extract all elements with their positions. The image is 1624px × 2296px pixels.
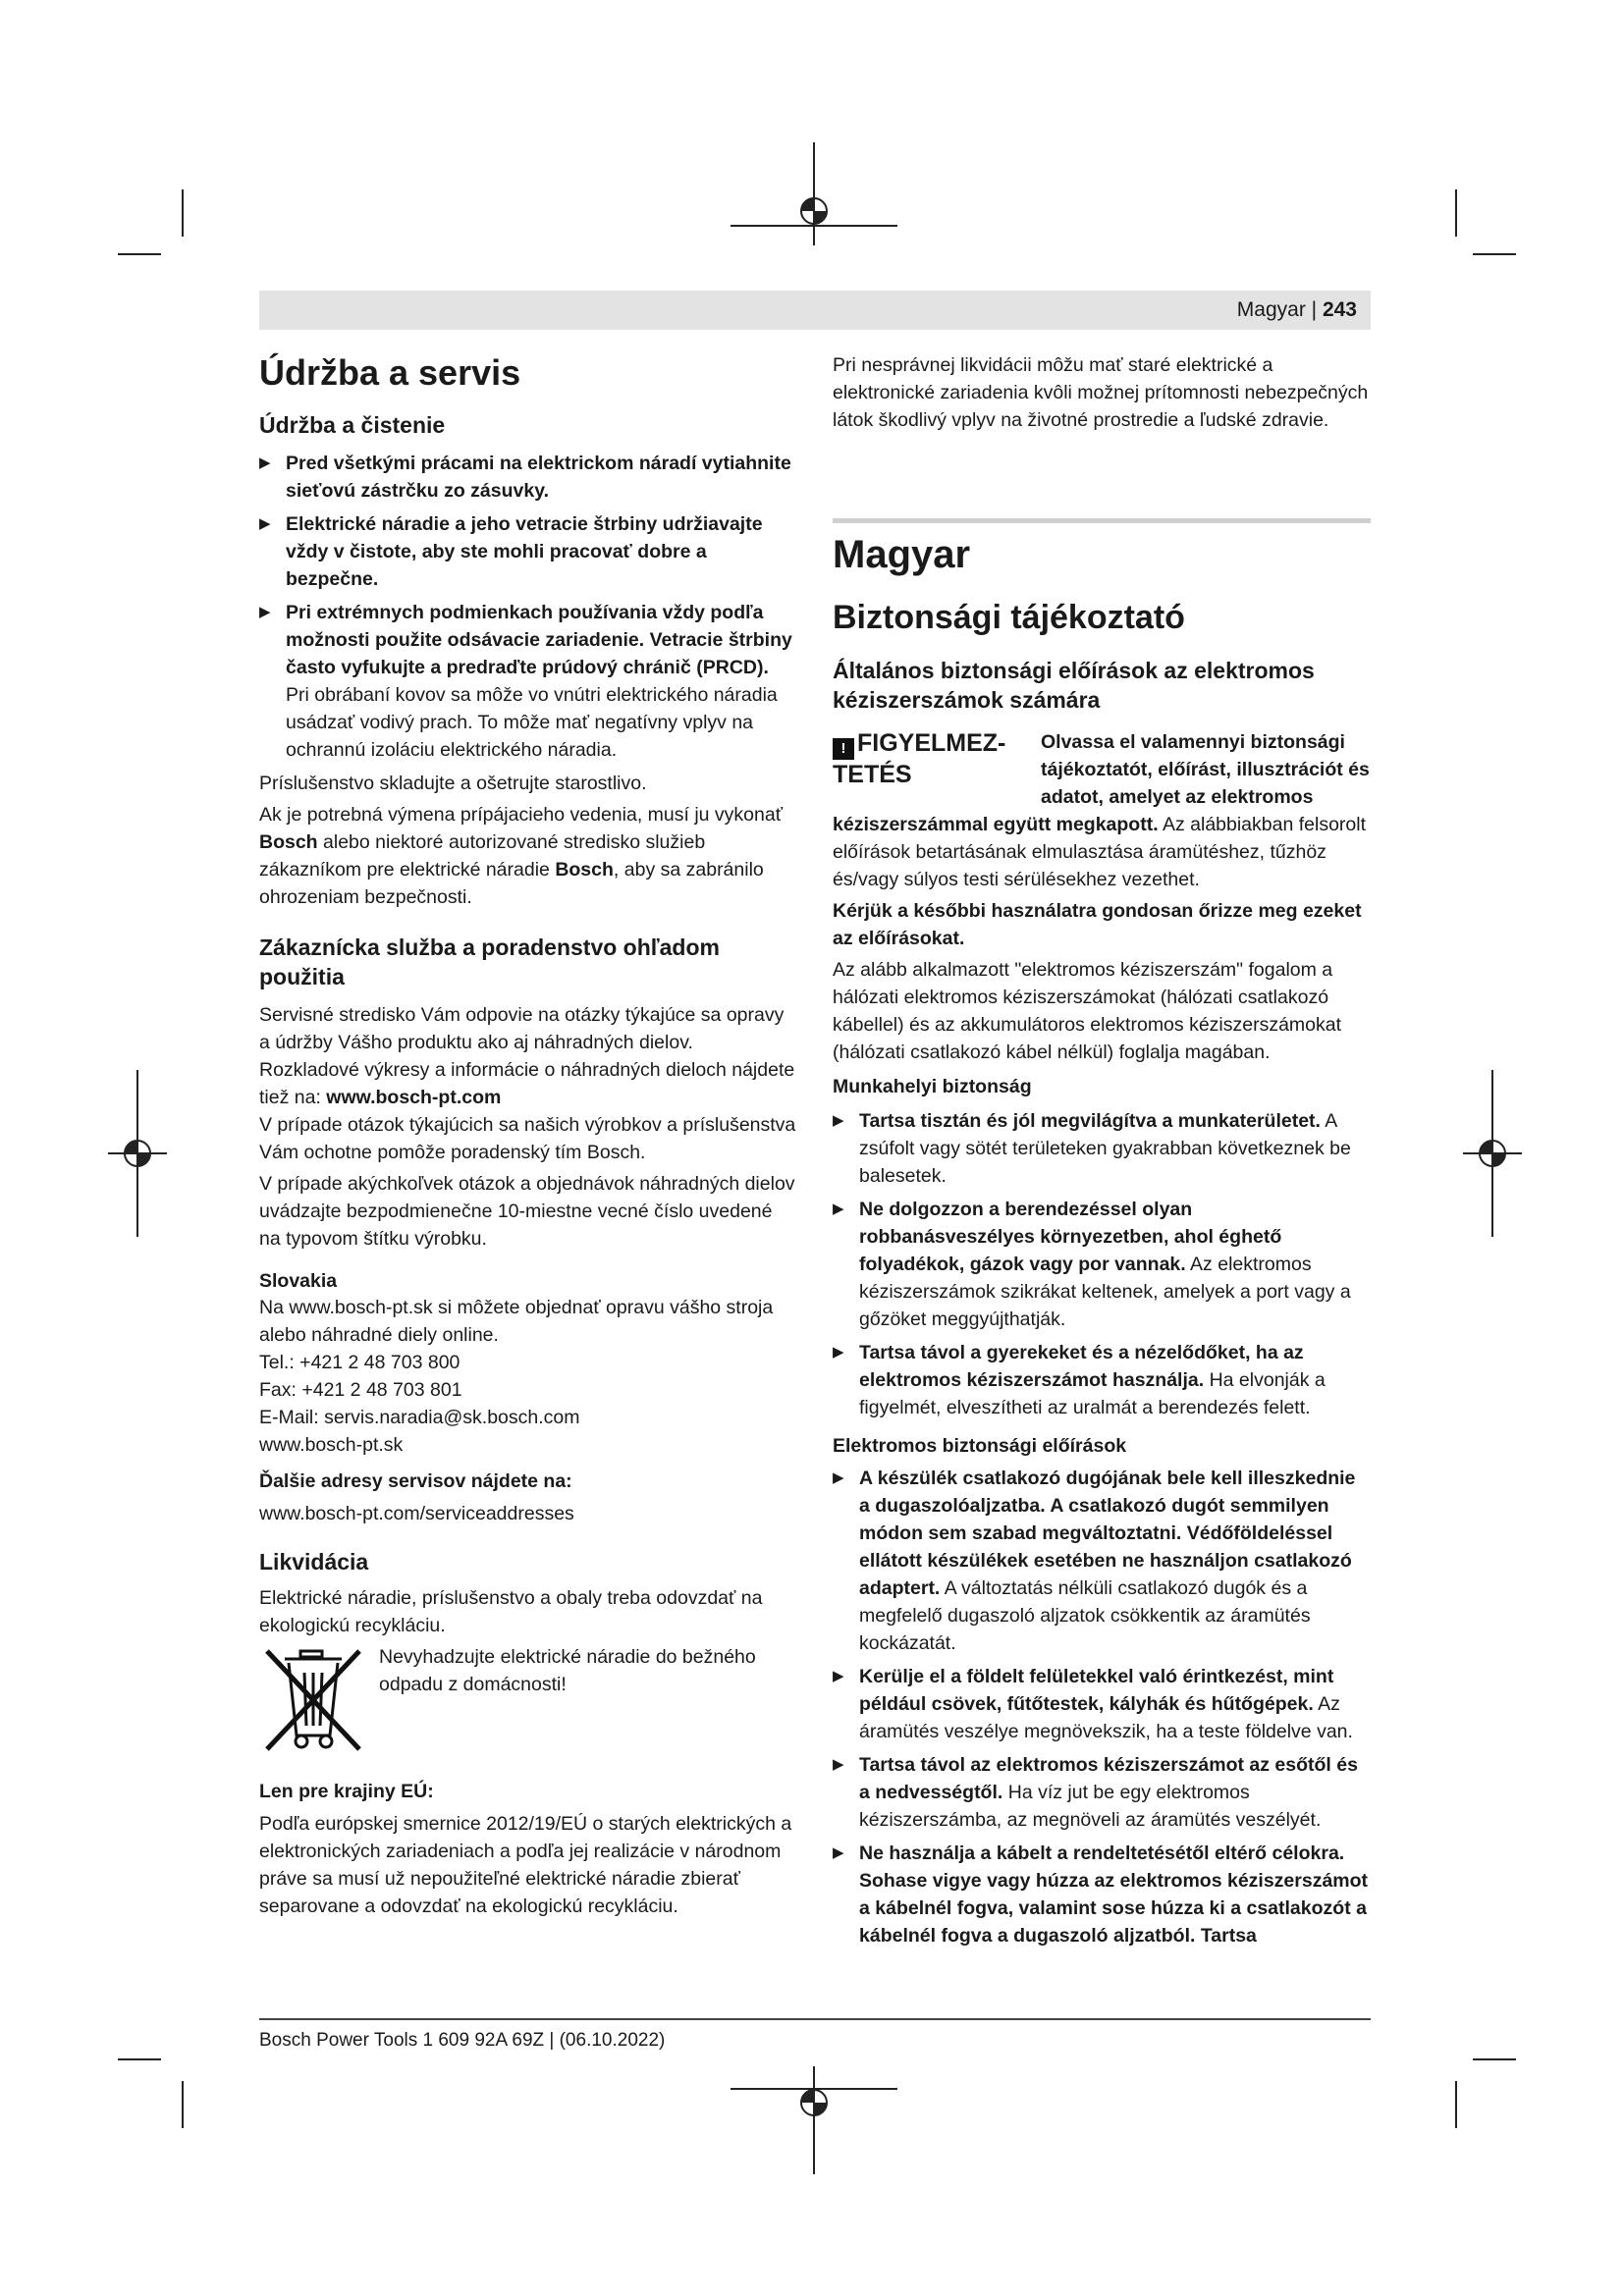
subsection-heading: Zákaznícka služba a poradenstvo ohľadom použitia <box>259 934 720 989</box>
eu-heading: Len pre krajiny EÚ: <box>259 1781 434 1802</box>
warning-triangle-icon: ! <box>833 738 854 760</box>
paragraph <box>259 1001 797 1111</box>
link-text[interactable]: www.bosch-pt.com <box>326 1087 502 1108</box>
header-text <box>1237 298 1357 322</box>
crop-mark <box>182 2081 184 2128</box>
subsection-heading: Likvidácia <box>259 1549 369 1575</box>
list-item <box>259 450 797 505</box>
paragraph <box>259 801 797 911</box>
disposal-notice <box>259 1643 797 1761</box>
list-item-text: Pred všetkými prácami na elektrickom náradí vytiahnite sieťovú zástrčku zo zásuvky. <box>286 453 791 502</box>
list-item <box>833 1107 1371 1190</box>
registration-target-icon <box>1463 1070 1522 1237</box>
list-item <box>833 1840 1371 1949</box>
list-item-bold: Tartsa távol az elektromos kéziszerszámot az esőtől és a nedvességtől. <box>859 1754 1358 1803</box>
addresses-url[interactable]: www.bosch-pt.com/serviceaddresses <box>259 1503 574 1524</box>
arrow-icon: ▶ <box>833 1668 844 1684</box>
page-header <box>259 291 1371 330</box>
contact-line: Fax: +421 2 48 703 801 <box>259 1379 462 1401</box>
crop-mark <box>118 2058 161 2060</box>
contact-line: www.bosch-pt.sk <box>259 1434 404 1456</box>
list-item <box>259 599 797 764</box>
registration-target-icon <box>108 1070 167 1237</box>
list-item-bold: Ne dolgozzon a berendezéssel olyan robbanásveszélyes környezetben, ahol éghető folyadékok, gázok vagy por vannak. <box>859 1199 1282 1275</box>
page-footer: Bosch Power Tools 1 609 92A 69Z | (06.10.2022) <box>259 2030 666 2051</box>
paragraph: Az alább alkalmazott "elektromos kéziszerszám" fogalom a hálózati elektromos kéziszerszámokat (hálózati csatlakozó kábellel) és az akkumulátoros elektromos kéziszerszámokat (hálózati csatlakozó kábel nélkül) foglalja magában. <box>833 959 1342 1063</box>
list-item-text: Ha víz jut be egy elektromos kéziszerszámba, az megnöveli az áramütés veszélyét. <box>859 1782 1322 1831</box>
crop-mark <box>1455 2081 1457 2128</box>
right-column-lower <box>833 530 1371 1955</box>
list-item-text: A változtatás nélküli csatlakozó dugók és a megfelelő dugaszoló aljzatok csökkentik az áramütés kockázatát. <box>859 1577 1311 1654</box>
text-run: , aby sa zabránilo ohrozeniam bezpečnosti. <box>259 859 764 908</box>
registration-target-icon <box>731 137 897 250</box>
list-item <box>833 1339 1371 1421</box>
warning-rest: Az alábbiakban felsorolt előírások betartásának elmulasztása áramütéshez, tűzhöz és/vagy súlyos testi sérülésekhez vezethet. <box>833 814 1367 890</box>
warning-bold: Olvassa el valamennyi biztonsági tájékoztatót, előírást, illusztrációt és adatot, amelyet az elektromos kéziszerszámmal együtt megkapott. <box>833 731 1370 835</box>
footer-rule <box>259 2018 1371 2020</box>
list-item-bold: A készülék csatlakozó dugójának bele kell illeszkednie a dugaszolóaljzatba. A csatlakozó dugót semmilyen módon sem szabad megváltoztatni. Védőföldeléssel ellátott készülékek esetében ne használjon csatlakozó adaptert. <box>859 1468 1356 1599</box>
list-item <box>833 1465 1371 1657</box>
contact-line: Na www.bosch-pt.sk si môžete objednať opravu vášho stroja alebo náhradné diely online. <box>259 1297 774 1346</box>
contact-line: Tel.: +421 2 48 703 800 <box>259 1352 460 1373</box>
arrow-icon: ▶ <box>833 1344 844 1361</box>
arrow-icon: ▶ <box>259 515 271 532</box>
brand-bold: Bosch <box>259 831 318 853</box>
left-column <box>259 351 797 1924</box>
section-title: Biztonsági tájékoztató <box>833 599 1185 636</box>
registration-target-icon <box>731 2061 897 2179</box>
arrow-icon: ▶ <box>833 1469 844 1486</box>
crop-mark <box>182 189 184 237</box>
list-item-bold: Pri extrémnych podmienkach používania vždy podľa možnosti použite odsávacie zariadenie. Vetracie štrbiny často vyfukujte a predraďte prúdový chránič (PRCD). <box>286 602 792 678</box>
list-item-bold: Tartsa távol a gyerekeket és a nézelődőket, ha az elektromos kéziszerszámot használja. <box>859 1342 1304 1391</box>
list-item-text: Az elektromos kéziszerszámok szikrákat keltenek, amelyek a port vagy a gőzöket meggyújthatják. <box>859 1254 1351 1330</box>
section-divider <box>833 518 1371 523</box>
paragraph: V prípade otázok týkajúcich sa našich výrobkov a príslušenstva Vám ochotne pomôže poradenský tím Bosch. <box>259 1114 796 1163</box>
list-item-text: Ha elvonják a figyelmét, elveszítheti az uralmát a berendezés felett. <box>859 1369 1326 1418</box>
right-column <box>833 351 1371 438</box>
workplace-heading: Munkahelyi biztonság <box>833 1076 1032 1097</box>
contact-line: E-Mail: servis.naradia@sk.bosch.com <box>259 1407 580 1428</box>
addresses-heading: Ďalšie adresy servisov nájdete na: <box>259 1470 572 1492</box>
header-section: Magyar <box>1236 298 1306 321</box>
warning-block <box>833 728 1371 893</box>
brand-bold: Bosch <box>555 859 614 881</box>
paragraph: Pri nesprávnej likvidácii môžu mať staré elektrické a elektronické zariadenia kvôli možnej prítomnosti nebezpečných látok škodlivý vplyv na životné prostredie a ľudské zdravie. <box>833 354 1369 431</box>
slovakia-heading: Slovakia <box>259 1270 338 1292</box>
list-item <box>833 1751 1371 1834</box>
arrow-icon: ▶ <box>833 1201 844 1217</box>
warning-label <box>833 728 1029 789</box>
list-item <box>833 1663 1371 1745</box>
paragraph: V prípade akýchkoľvek otázok a objednávok náhradných dielov uvádzajte bezpodmienečne 10-miestne vecné číslo uvedené na typovom štítku výrobku. <box>259 1173 795 1250</box>
crossed-bin-icon <box>261 1645 367 1753</box>
arrow-icon: ▶ <box>833 1844 844 1861</box>
keep-instructions: Kérjük a későbbi használatra gondosan őrizze meg ezeket az előírásokat. <box>833 900 1362 949</box>
electrical-heading: Elektromos biztonsági előírások <box>833 1435 1127 1457</box>
arrow-icon: ▶ <box>833 1112 844 1129</box>
section-title: Údržba a servis <box>259 352 521 393</box>
list-item-text: Elektrické náradie a jeho vetracie štrbiny udržiavajte vždy v čistote, aby ste mohli pracovať dobre a bezpečne. <box>286 513 763 590</box>
list-item-text: Pri obrábaní kovov sa môže vo vnútri elektrického náradia usádzať vodivý prach. To môže mať negatívny vplyv na ochrannú izoláciu elektrického náradia. <box>286 684 778 761</box>
list-item-text: Az áramütés veszélye megnövekszik, ha a teste földelve van. <box>859 1693 1353 1742</box>
crop-mark <box>1455 189 1457 237</box>
text-run: Ak je potrebná výmena prípájacieho vedenia, musí ju vykonať <box>259 804 784 826</box>
paragraph: Elektrické náradie, príslušenstvo a obaly treba odovzdať na ekologickú recykláciu. <box>259 1587 763 1636</box>
language-title: Magyar <box>833 533 971 576</box>
crop-mark <box>1473 253 1516 255</box>
list-item-bold: Tartsa tisztán és jól megvilágítva a munkaterületet. <box>859 1110 1321 1132</box>
list-item <box>833 1196 1371 1333</box>
paragraph: Podľa európskej smernice 2012/19/EÚ o starých elektrických a elektronických zariadeniach a podľa jej realizácie v národnom práve sa musí už nepoužiteľné elektrické náradie zbierať separovane a odovzdať na ekologickú recykláciu. <box>259 1813 792 1917</box>
warning-label-text: FIGYELMEZ- TETÉS <box>833 729 1006 788</box>
text-run: alebo niektoré autorizované stredisko služieb zákazníkom pre elektrické náradie <box>259 831 706 881</box>
header-separator: | <box>1305 298 1323 321</box>
crop-mark <box>118 253 161 255</box>
text-run: Servisné stredisko Vám odpovie na otázky týkajúce sa opravy a údržby Vášho produktu ako aj náhradných dielov. Rozkladové výkresy a informácie o náhradných dieloch nájdete tiež na: <box>259 1004 795 1108</box>
list-item <box>259 510 797 593</box>
arrow-icon: ▶ <box>833 1756 844 1773</box>
crop-mark <box>1473 2058 1516 2060</box>
arrow-icon: ▶ <box>259 454 271 471</box>
paragraph: Príslušenstvo skladujte a ošetrujte starostlivo. <box>259 773 647 794</box>
disposal-bin-text: Nevyhadzujte elektrické náradie do bežného odpadu z domácnosti! <box>379 1646 756 1695</box>
list-item-bold: Ne használja a kábelt a rendeltetésétől eltérő célokra. Sohase vigye vagy húzza az elektromos kéziszerszámot a kábelnél fogva, valamint sose húzza ki a csatlakozót a kábelnél fogva a dugaszoló aljzatból. Tartsa <box>859 1842 1369 1947</box>
subsection-heading: Általános biztonsági előírások az elektromos kéziszerszámok számára <box>833 658 1315 713</box>
list-item-text: A zsúfolt vagy sötét területeken gyakrabban következnek be balesetek. <box>859 1110 1351 1187</box>
page-number: 243 <box>1322 298 1357 321</box>
subsection-heading: Údržba a čistenie <box>259 412 446 438</box>
list-item-bold: Kerülje el a földelt felületekkel való érintkezést, mint például csövek, fűtőtestek, kályhák és hűtőgépek. <box>859 1666 1334 1715</box>
arrow-icon: ▶ <box>259 604 271 620</box>
